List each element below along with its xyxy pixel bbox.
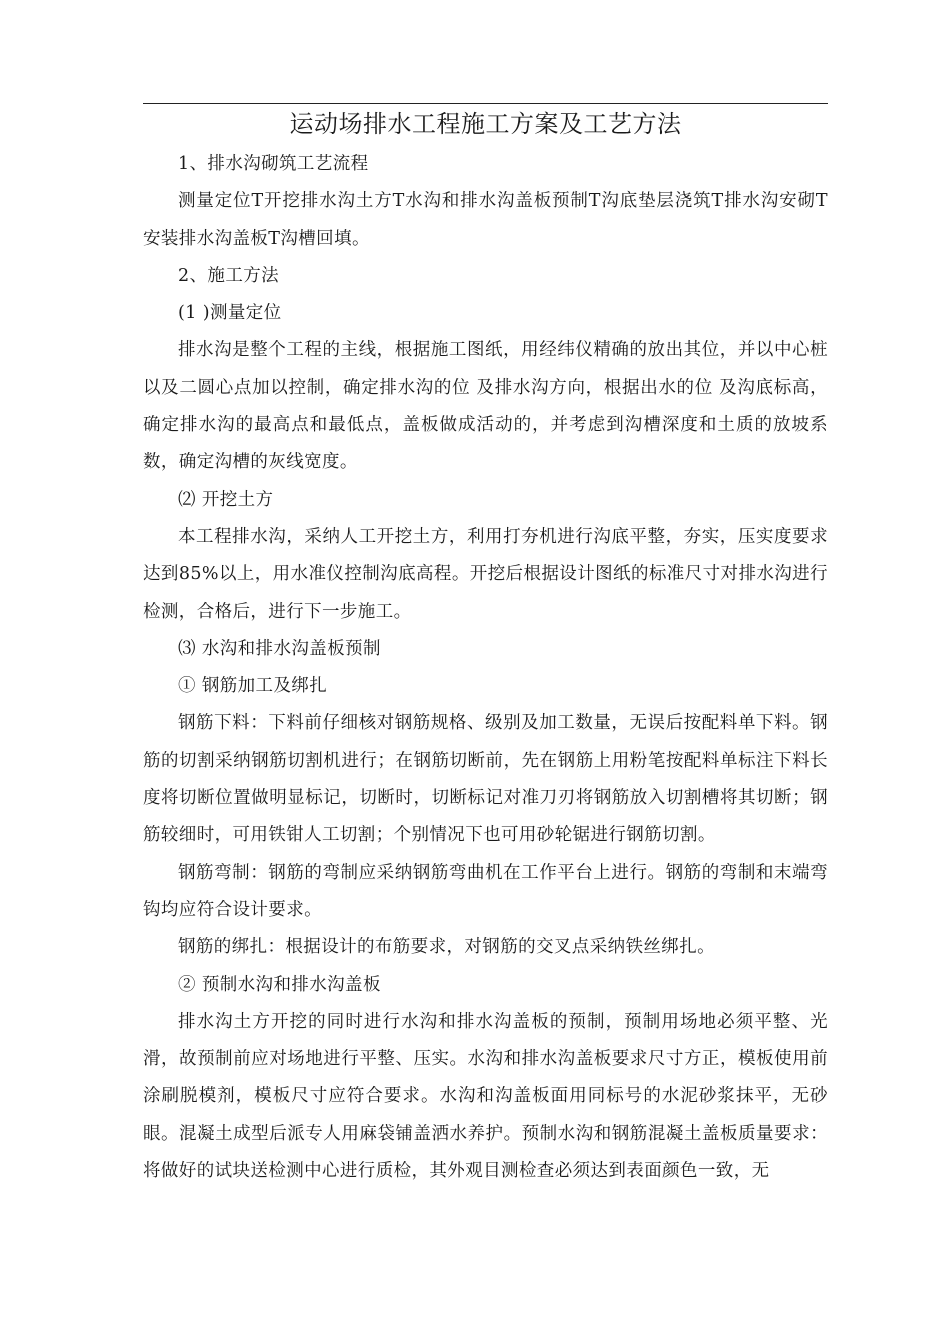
- item-heading: ① 钢筋加工及绑扎: [178, 676, 328, 697]
- item-heading: ② 预制水沟和排水沟盖板: [178, 974, 381, 995]
- section-heading: 2、施工方法: [178, 265, 280, 286]
- body-paragraph: 排水沟是整个工程的主线，根据施工图纸，用经纬仪精确的放出其位，并以中心桩以及二圆心点加以控制，确定排水沟的位 及排水沟方向，根据出水的位 及沟底标高，确定排水沟的最高点和最低点，盖板做成活动的，并考虑到沟槽深度和土质的放坡系数，确定沟槽的灰线宽度。: [143, 340, 828, 473]
- body-paragraph: 排水沟土方开挖的同时进行水沟和排水沟盖板的预制，预制用场地必须平整、光滑，故预制前应对场地进行平整、压实。水沟和排水沟盖板要求尺寸方正，模板使用前涂刷脱模剂，模板尺寸应符合要求。水沟和沟盖板面用同标号的水泥砂浆抹平，无砂眼。混凝土成型后派专人用麻袋铺盖洒水养护。预制水沟和钢筋混凝土盖板质量要求：将做好的试块送检测中心进行质检，其外观目测检查必须达到表面颜色一致，无: [143, 1011, 828, 1182]
- subsection-heading: ⑵ 开挖土方: [178, 489, 274, 510]
- body-paragraph: 钢筋下料：下料前仔细核对钢筋规格、级别及加工数量，无误后按配料单下料。钢筋的切割采纳钢筋切割机进行；在钢筋切断前，先在钢筋上用粉笔按配料单标注下料长度将切断位置做明显标记，切断时，切断标记对准刀刃将钢筋放入切割槽将其切断；钢筋较细时，可用铁钳人工切割；个别情况下也可用砂轮锯进行钢筋切割。: [143, 713, 828, 846]
- document-body: [143, 146, 828, 1190]
- body-paragraph: 钢筋的绑扎：根据设计的布筋要求，对钢筋的交叉点采纳铁丝绑扎。: [178, 937, 715, 958]
- body-paragraph: 本工程排水沟，采纳人工开挖土方，利用打夯机进行沟底平整，夯实，压实度要求达到85%以上，用水准仪控制沟底高程。开挖后根据设计图纸的标准尺寸对排水沟进行检测，合格后，进行下一步施工。: [143, 526, 828, 622]
- process-flow-paragraph: 测量定位T开挖排水沟土方T水沟和排水沟盖板预制T沟底垫层浇筑T排水沟安砌T安装排水沟盖板T沟槽回填。: [143, 191, 828, 249]
- body-paragraph: 钢筋弯制：钢筋的弯制应采纳钢筋弯曲机在工作平台上进行。钢筋的弯制和末端弯钩均应符合设计要求。: [143, 862, 828, 920]
- subsection-heading: (1 )测量定位: [178, 303, 282, 324]
- header-rule: [143, 103, 828, 104]
- document-title: 运动场排水工程施工方案及工艺方法: [289, 110, 682, 138]
- subsection-heading: ⑶ 水沟和排水沟盖板预制: [178, 638, 381, 659]
- section-heading: 1、排水沟砌筑工艺流程: [178, 154, 369, 174]
